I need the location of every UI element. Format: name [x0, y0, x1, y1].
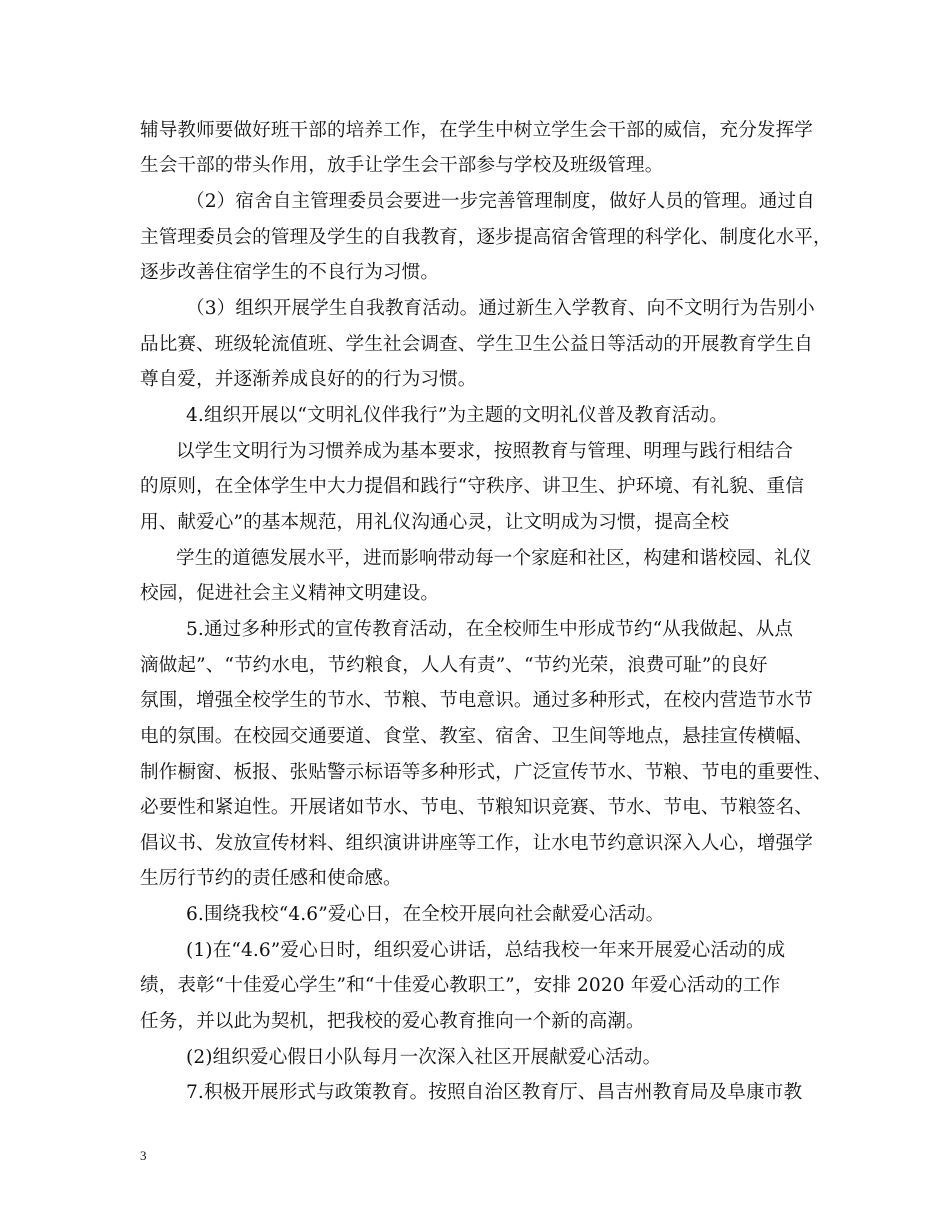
text-line: 4.组织开展以“文明礼仪伴我行”为主题的文明礼仪普及教育活动。 [186, 405, 728, 426]
text-line: 滴做起”、“节约水电，节约粮食，人人有责”、“节约光荣，浪费可耻”的良好 [140, 655, 768, 676]
text-line: 逐步改善住宿学生的不良行为习惯。 [140, 262, 440, 283]
text-line: 辅导教师要做好班干部的培养工作，在学生中树立学生会干部的威信，充分发挥学 [140, 120, 813, 141]
text-line: (2)组织爱心假日小队每月一次深入社区开展献爱心活动。 [186, 1047, 662, 1068]
text-line: 生厉行节约的责任感和使命感。 [140, 868, 402, 889]
text-line: 必要性和紧迫性。开展诸如节水、节电、节粮知识竞赛、节水、节电、节粮签名、 [140, 797, 813, 818]
text-line: 用、献爱心”的基本规范，用礼仪沟通心灵，让文明成为习惯，提高全校 [140, 512, 730, 533]
text-line: 主管理委员会的管理及学生的自我教育，逐步提高宿舍管理的科学化、制度化水平， [140, 227, 832, 248]
text-line: 5.通过多种形式的宣传教育活动，在全校师生中形成节约“从我做起、从点 [186, 619, 794, 640]
text-line: 任务，并以此为契机，把我校的爱心教育推向一个新的高潮。 [140, 1011, 645, 1032]
text-line: 学生的道德发展水平，进而影响带动每一个家庭和社区，构建和谐校园、礼仪 [176, 548, 812, 569]
text-line: 倡议书、发放宣传材料、组织演讲讲座等工作，让水电节约意识深入人心，增强学 [140, 833, 813, 854]
text-line: 氛围，增强全校学生的节水、节粮、节电意识。通过多种形式，在校内营造节水节 [140, 690, 813, 711]
text-line: 绩，表彰“十佳爱心学生”和“十佳爱心教职工”，安排 2020 年爱心活动的工作 [140, 975, 781, 996]
text-line: （2）宿舍自主管理委员会要进一步完善管理制度，做好人员的管理。通过自 [186, 191, 815, 212]
text-line: 7.积极开展形式与政策教育。按照自治区教育厅、昌吉州教育局及阜康市教 [186, 1082, 803, 1103]
text-line: (1)在“4.6”爱心日时，组织爱心讲话，总结我校一年来开展爱心活动的成 [186, 940, 786, 961]
text-line: 的原则，在全体学生中大力提倡和践行“守秩序、讲卫生、护环境、有礼貌、重信 [140, 476, 804, 497]
text-line: 品比赛、班级轮流值班、学生社会调查、学生卫生公益日等活动的开展教育学生自 [140, 334, 813, 355]
text-line: 校园，促进社会主义精神文明建设。 [140, 583, 440, 604]
text-line: 电的氛围。在校园交通要道、食堂、教室、宿舍、卫生间等地点，悬挂宣传横幅、 [140, 726, 813, 747]
text-line: 尊自爱，并逐渐养成良好的的行为习惯。 [140, 369, 477, 390]
text-line: 制作橱窗、板报、张贴警示标语等多种形式，广泛宣传节水、节粮、节电的重要性、 [140, 762, 832, 783]
text-line: 6.围绕我校“4.6”爱心日，在全校开展向社会献爱心活动。 [186, 904, 665, 925]
page-number: 3 [140, 1148, 147, 1163]
text-line: 生会干部的带头作用，放手让学生会干部参与学校及班级管理。 [140, 155, 664, 176]
text-line: （3）组织开展学生自我教育活动。通过新生入学教育、向不文明行为告别小 [186, 298, 815, 319]
text-line: 以学生文明行为习惯养成为基本要求，按照教育与管理、明理与践行相结合 [176, 441, 793, 462]
